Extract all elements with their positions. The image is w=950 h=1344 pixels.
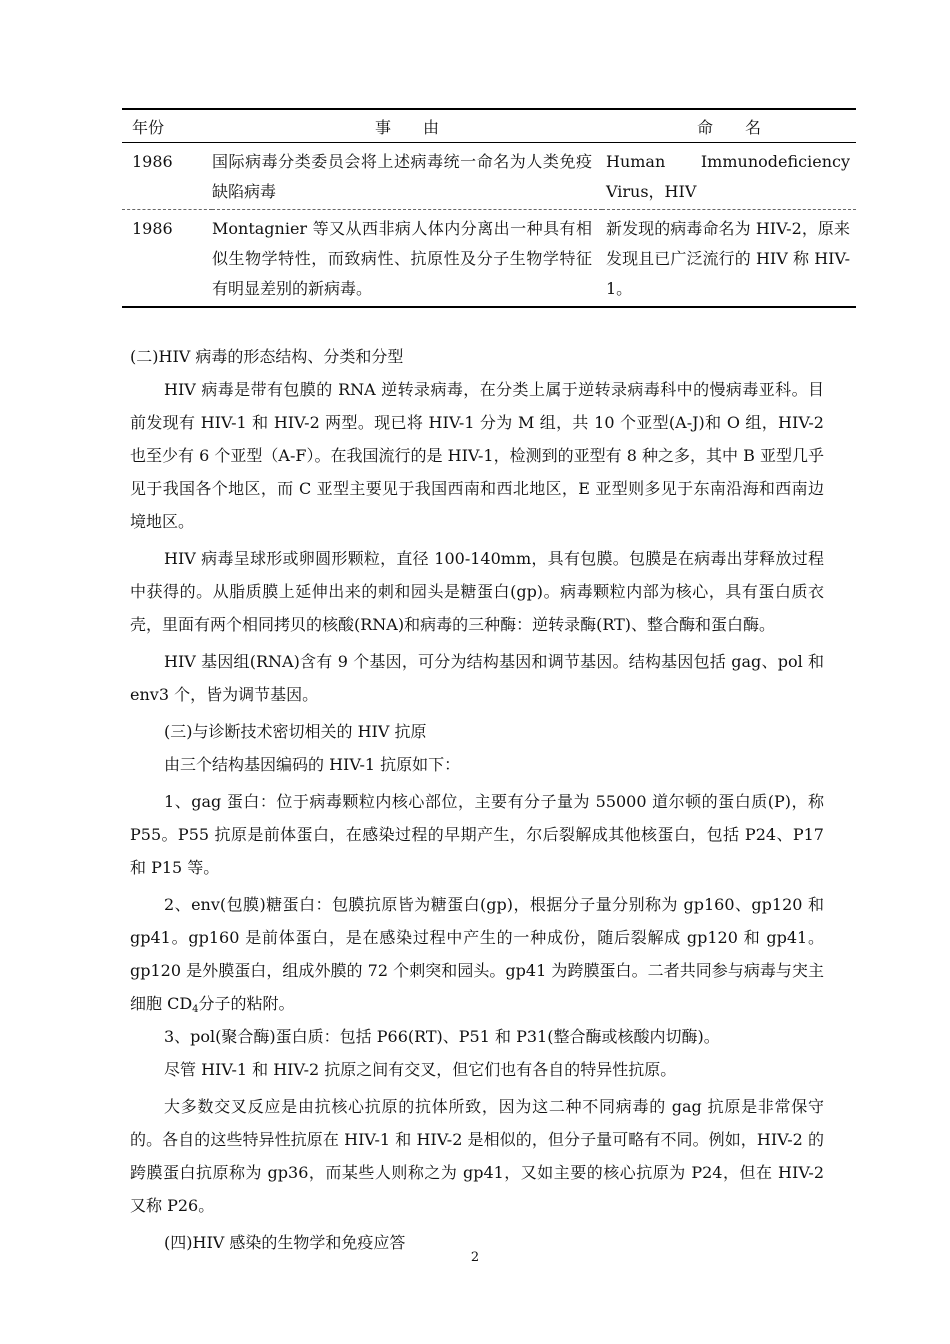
header-year: 年份 [122, 109, 212, 143]
paragraph: HIV 基因组(RNA)含有 9 个基因，可分为结构基因和调节基因。结构基因包括 gag、pol 和 env3 个，皆为调节基因。 [130, 652, 824, 704]
section-heading: (三)与诊断技术密切相关的 HIV 抗原 [164, 722, 427, 741]
list-item: 3、pol(聚合酶)蛋白质：包括 P66(RT)、P51 和 P31(整合酶或核酸内切酶)。 [164, 1027, 720, 1046]
table-row [122, 210, 856, 308]
cell-year: 1986 [122, 143, 212, 210]
page-number: 2 [470, 1250, 480, 1265]
header-name: 命 名 [602, 109, 856, 143]
table-row [122, 143, 856, 210]
list-item-text: 2、env(包膜)糖蛋白：包膜抗原皆为糖蛋白(gp)，根据分子量分别称为 gp160、gp120 和 gp41。gp160 是前体蛋白，是在感染过程中产生的一种成份，随后裂解成 gp120 和 gp41。gp120 是外膜蛋白，组成外膜的 72 个刺突和园头。gp41 为跨膜蛋白。二者共同参与病毒与宊主细胞 CD [130, 895, 824, 1013]
list-item [130, 888, 824, 1020]
history-table [122, 108, 856, 308]
cell-name: 新发现的病毒命名为 HIV-2，原来发现且已广泛流行的 HIV 称 HIV-1。 [602, 210, 856, 308]
header-event: 事 由 [212, 109, 602, 143]
section-heading: (四)HIV 感染的生物学和免疫应答 [164, 1233, 406, 1252]
paragraph: 由三个结构基因编码的 HIV-1 抗原如下： [164, 755, 461, 774]
table-header-row [122, 109, 856, 143]
paragraph: 尽管 HIV-1 和 HIV-2 抗原之间有交叉，但它们也有各自的特异性抗原。 [164, 1060, 677, 1079]
list-item-tail: 分子的粘附。 [198, 994, 295, 1013]
paragraph: HIV 病毒呈球形或卵圆形颗粒，直径 100-140mm，具有包膜。包膜是在病毒出芽释放过程中获得的。从脂质膜上延伸出来的刺和园头是糖蛋白(gp)。病毒颗粒内部为核心，具有蛋白质衣壳，里面有两个相同拷贝的核酸(RNA)和病毒的三种酶：逆转录酶(RT)、整合酶和蛋白酶。 [130, 549, 824, 634]
paragraph: HIV 病毒是带有包膜的 RNA 逆转录病毒，在分类上属于逆转录病毒科中的慢病毒亚科。目前发现有 HIV-1 和 HIV-2 两型。现已将 HIV-1 分为 M 组，共 10 个亚型(A-J)和 O 组，HIV-2 也至少有 6 个亚型（A-F）。在我国流行的是 HIV-1，检测到的亚型有 8 种之多，其中 B 亚型几乎见于我国各个地区，而 C 亚型主要见于我国西南和西北地区，E 亚型则多见于东南沿海和西南边境地区。 [130, 380, 824, 531]
subscript: 4 [192, 1004, 199, 1015]
section-heading: (二)HIV 病毒的形态结构、分类和分型 [130, 347, 404, 366]
paragraph: 大多数交叉反应是由抗核心抗原的抗体所致，因为这二种不同病毒的 gag 抗原是非常保守的。各自的这些特异性抗原在 HIV-1 和 HIV-2 是相似的，但分子量可略有不同。例如，HIV-2 的跨膜蛋白抗原称为 gp36，而某些人则称之为 gp41，又如主要的核心抗原为 P24，但在 HIV-2 又称 P26。 [130, 1097, 824, 1215]
body-text [130, 340, 824, 1259]
cell-event: Montagnier 等又从西非病人体内分离出一种具有相似生物学特性，而致病性、抗原性及分子生物学特征有明显差别的新病毒。 [212, 210, 602, 308]
cell-name: Human Immunodeficiency Virus，HIV [602, 143, 856, 210]
cell-event: 国际病毒分类委员会将上述病毒统一命名为人类免疫缺陷病毒 [212, 143, 602, 210]
cell-year: 1986 [122, 210, 212, 308]
list-item: 1、gag 蛋白：位于病毒颗粒内核心部位，主要有分子量为 55000 道尔顿的蛋白质(P)，称 P55。P55 抗原是前体蛋白，在感染过程的早期产生，尔后裂解成其他核蛋白，包括 P24、P17 和 P15 等。 [130, 792, 824, 877]
